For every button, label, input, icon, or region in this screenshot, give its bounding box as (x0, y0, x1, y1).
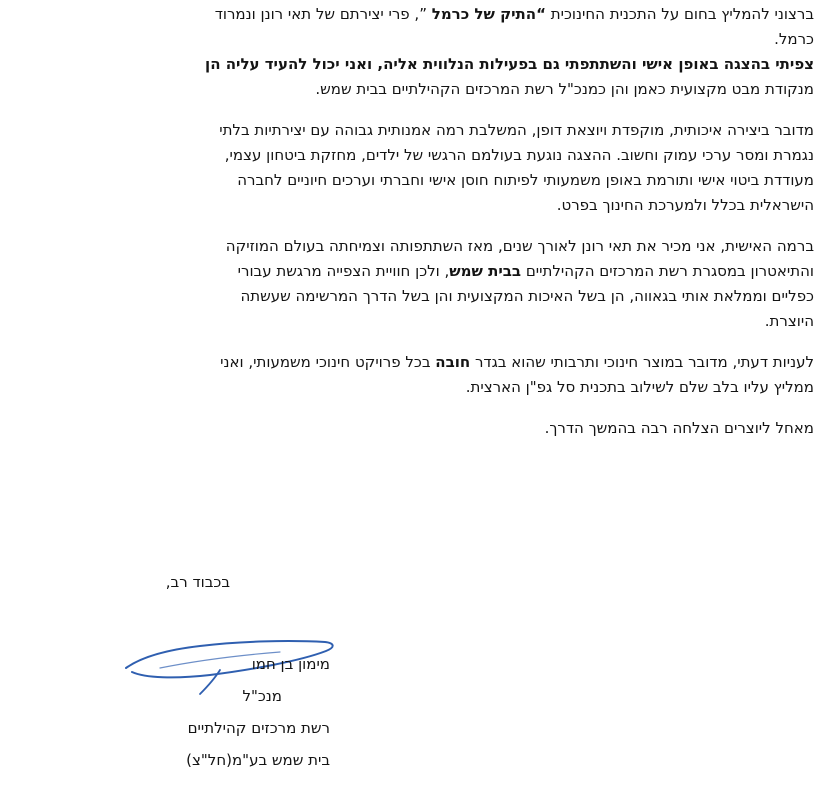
bold-text-segment: צפיתי בהצגה באופן אישי והשתתפתי גם בפעילות הנלווית אליה, ואני יכול להעיד עליה הן (205, 55, 814, 73)
text-segment: מעודדת ביטוי אישי ותורמת באופן משמעותי לפיתוח חוסן אישי וחברתי וערכים חיוניים לחברה (237, 171, 814, 189)
text-line (14, 309, 814, 334)
text-segment: ”, פרי יצירתם של תאי רונן ונמרוד (214, 5, 432, 23)
signer-org-line-2: בית שמש בע"מ(חל"צ) (186, 751, 330, 769)
text-segment: היוצרת. (764, 312, 814, 330)
bold-text-segment: חובה (435, 353, 471, 371)
closing-salutation: בכבוד רב, (165, 573, 230, 591)
text-line (14, 118, 814, 143)
text-segment: ממליץ עליו בלב שלם לשילוב בתכנית סל גפ"ן הארצית. (465, 378, 814, 396)
paragraph (14, 2, 814, 102)
text-segment: בכל פרויקט חינוכי משמעותי, ואני (220, 353, 436, 371)
text-segment: ברמה האישית, אני מכיר את תאי רונן לאורך שנים, מאז השתתפותה וצמיחתה בעולם המוזיקה (225, 237, 814, 255)
text-segment: כפליים וממלאת אותי בגאווה, הן בשל האיכות המקצועית והן בשל הדרך המרשימה שעשתה (240, 287, 814, 305)
text-line (14, 52, 814, 77)
text-line (14, 259, 814, 284)
text-line (14, 234, 814, 259)
bold-text-segment: “התיק של כרמל (431, 5, 546, 23)
signer-block (90, 648, 330, 776)
text-segment: מנקודת מבט מקצועית כאמן והן כמנכ"ל רשת המרכזים הקהילתיים בבית שמש. (315, 80, 814, 98)
text-segment: נגמרת ומסר ערכי עמוק וחשוב. ההצגה נוגעת בעולמם הרגשי של ילדים, מחזקת ביטחון עצמי, (224, 146, 814, 164)
text-line (14, 284, 814, 309)
text-segment: , ולכן חוויית הצפייה מרגשת עבורי (237, 262, 450, 280)
text-segment: מאחל ליוצרים הצלחה רבה בהמשך הדרך. (544, 419, 814, 437)
paragraph (14, 234, 814, 334)
bold-text-segment: בבית שמש (449, 262, 522, 280)
text-line (14, 168, 814, 193)
text-line (14, 143, 814, 168)
paragraph (14, 416, 814, 441)
text-line (14, 27, 814, 52)
text-line (14, 77, 814, 102)
signer-title: מנכ"ל (242, 687, 282, 705)
text-segment: ברצוני להמליץ בחום על התכנית החינוכית (545, 5, 814, 23)
text-line (14, 375, 814, 400)
text-segment: כרמל. (774, 30, 814, 48)
text-line (14, 193, 814, 218)
text-line (14, 416, 814, 441)
text-segment: הישראלית בכלל ולמערכת החינוך בפרט. (556, 196, 814, 214)
text-line (14, 2, 814, 27)
paragraph (14, 350, 814, 400)
paragraph (14, 118, 814, 218)
signer-name: מימון בן חמו (251, 655, 330, 673)
text-segment: והתיאטרון במסגרת רשת המרכזים הקהילתיים (521, 262, 814, 280)
letter-body (14, 2, 814, 441)
text-line (14, 350, 814, 375)
text-segment: מדובר ביצירה איכותית, מוקפדת ויוצאת דופן, המשלבת רמה אמנותית גבוהה עם יצירתיות בלתי (219, 121, 814, 139)
text-segment: לעניות דעתי, מדובר במוצר חינוכי ותרבותי שהוא בגדר (470, 353, 814, 371)
signer-org-line-1: רשת מרכזים קהילתיים (187, 719, 330, 737)
